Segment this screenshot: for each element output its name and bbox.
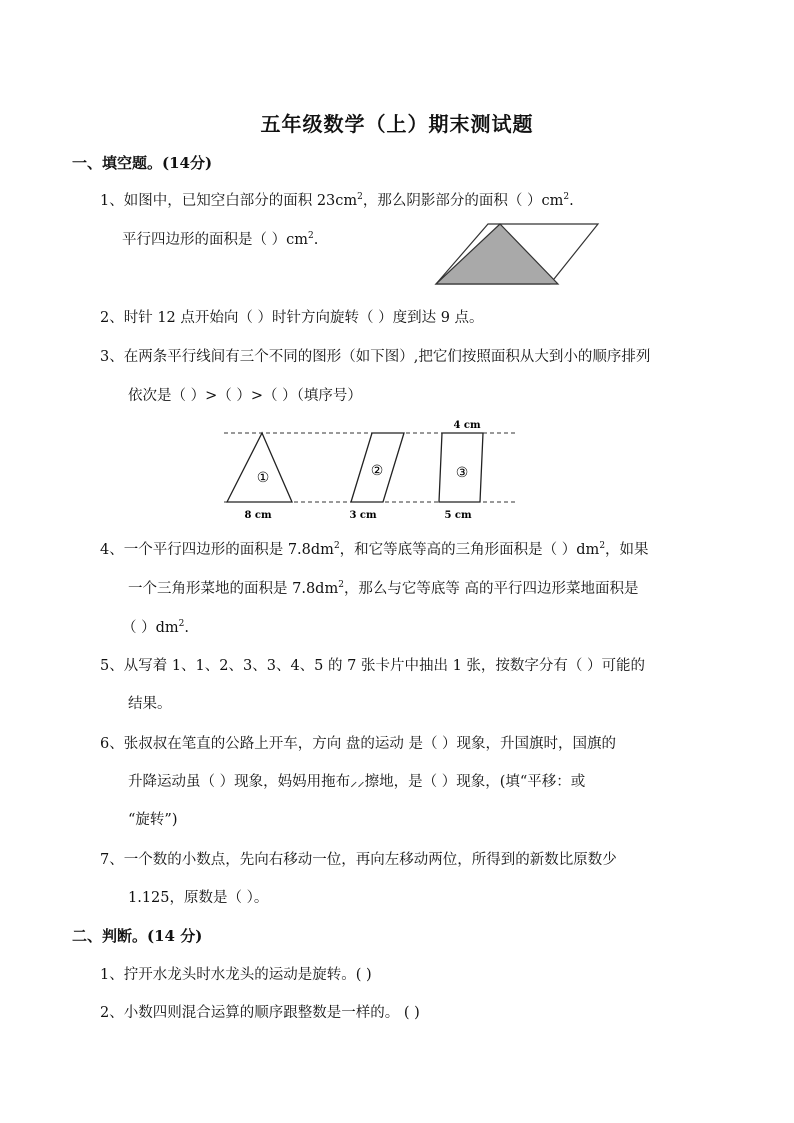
triangle-shape [227, 433, 292, 502]
question-4-line-3: （ ）$dm^2$. [122, 619, 189, 636]
shape-3-label: ③ [455, 465, 469, 481]
section-1-heading: 一、填空题。(14分) [72, 154, 213, 172]
question-7-line-1: 7、一个数的小数点，先向右移动一位，再向左移动两位，所得到的新数比原数少 [100, 852, 617, 868]
triangle-base-label: 8 cm [244, 510, 272, 521]
section-2-heading: 二、判断。(14 分) [72, 927, 203, 945]
parallelogram-figure [430, 220, 605, 290]
shape-1-label: ① [256, 470, 270, 486]
parallelogram-base-label: 3 cm [349, 510, 377, 521]
question-5-line-2: 结果。 [128, 696, 172, 712]
question-4-line-2: 一个三角形菜地的面积是 $7.8dm^2$，那么与它等底等 高的平行四边形菜地面积是 [128, 580, 639, 597]
question-3-line-1: 3、在两条平行线间有三个不同的图形（如下图）,把它们按照面积从大到小的顺序排列 [100, 349, 651, 365]
question-6-line-1: 6、张叔叔在笔直的公路上开车，方向 盘的运动 是（ ）现象，升国旗时，国旗的 [100, 736, 617, 752]
page-title: 五年级数学（上）期末测试题 [260, 112, 534, 136]
question-7-line-2: 1.125，原数是（ ）。 [128, 890, 269, 906]
question-5-line-1: 5、从写着 1、1、2、3、3、4、5 的 7 张卡片中抽出 1 张，按数字分有（ ）可能的 [100, 658, 646, 674]
question-3-line-2: 依次是（ ）>（ ）>（ ）（填序号） [128, 388, 362, 404]
question-4-line-1: 4、一个平行四边形的面积是 $7.8dm^2$，和它等底等高的三角形面积是（ ）$dm^2$，如果 [100, 541, 649, 558]
shape-2-label: ② [370, 463, 384, 479]
top-width-label: 4 cm [453, 420, 481, 431]
three-shapes-figure [222, 414, 522, 524]
judgement-1: 1、拧开水龙头时水龙头的运动是旋转。( ) [100, 967, 372, 983]
question-1-line-2: 平行四边形的面积是（ ）$cm^2$. [122, 231, 319, 248]
question-1-line-1: 1、如图中，已知空白部分的面积 $23cm^2$，那么阴影部分的面积（ ）$cm^2$. [100, 192, 574, 209]
judgement-2: 2、小数四则混合运算的顺序跟整数是一样的。 ( ) [100, 1005, 420, 1021]
question-2: 2、时针 12 点开始向（ ）时针方向旋转（ ）度到达 9 点。 [100, 310, 484, 326]
trapezoid-base-label: 5 cm [444, 510, 472, 521]
question-6-line-2: 升降运动虽（ ）现象，妈妈用拖布⸝⸝擦地，是（ ）现象，(填“平移：或 [128, 774, 586, 790]
question-6-line-3: “旋转”) [128, 812, 178, 828]
